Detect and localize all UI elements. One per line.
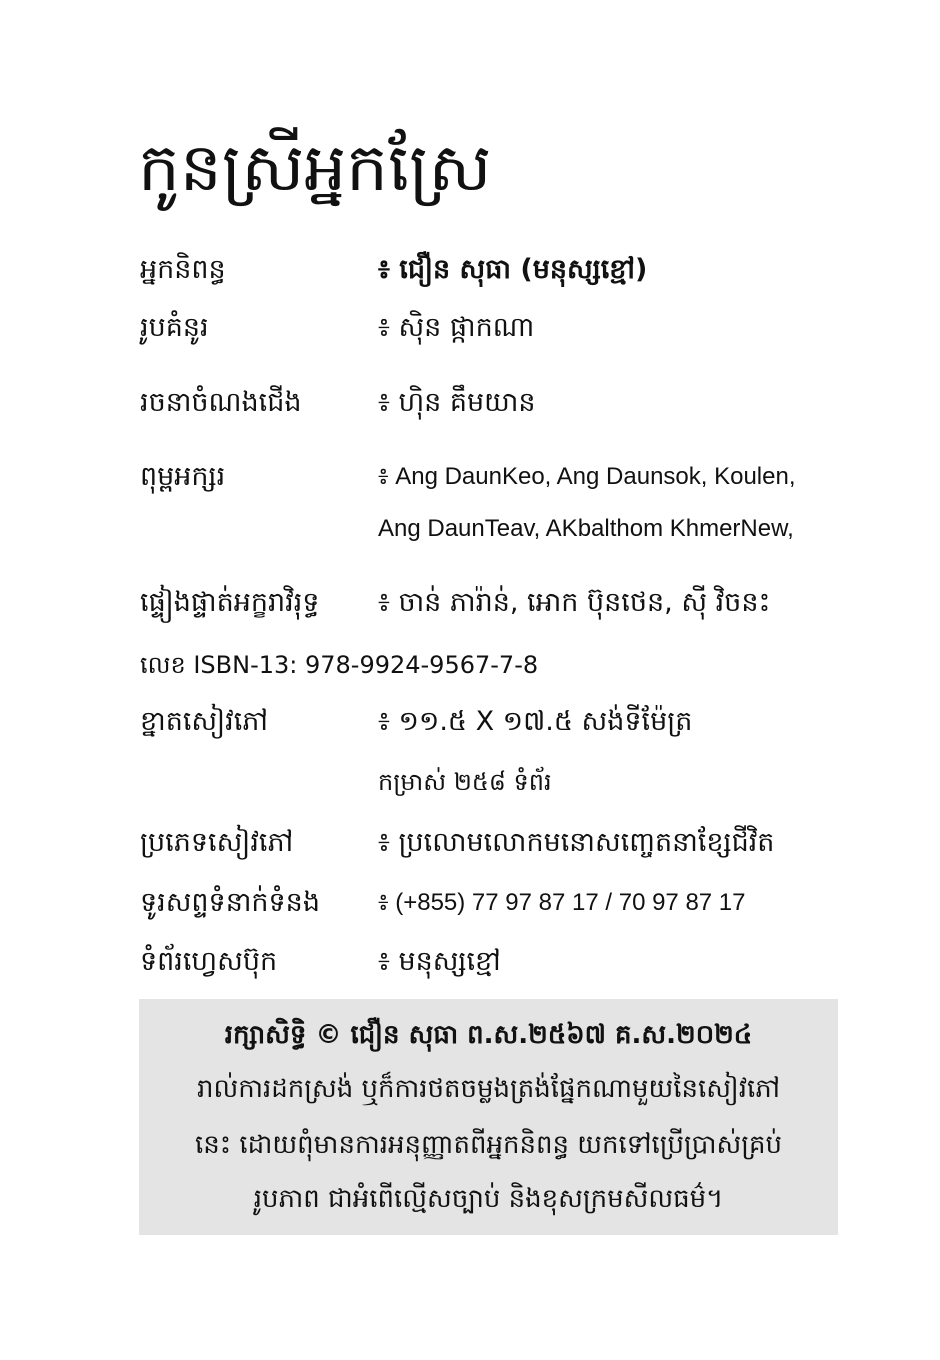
phone-row xyxy=(140,878,840,928)
illustrator-label: រូបគំនូរ xyxy=(140,312,209,343)
book-title: កូនស្រីអ្នកស្រែ xyxy=(138,129,492,206)
genre-value: ៖ ប្រលោមលោកមនោសញ្ចេតនាខ្សែជីវិត xyxy=(378,827,775,858)
book-size-row xyxy=(140,697,840,747)
fonts-value-continued: Ang DaunTeav, AKbalthom KhmerNew, xyxy=(378,515,794,542)
illustrator-value: ៖ ស៊ិន ផ្កាកណា xyxy=(378,312,535,343)
fonts-value: ៖ Ang DaunKeo, Ang Daunsok, Koulen, xyxy=(378,463,796,490)
page-count: កម្រាស់ ២៥៨ ទំព័រ xyxy=(378,768,552,796)
cover-design-row xyxy=(140,378,840,428)
phone-value: ៖ (+855) 77 97 87 17 / 70 97 87 17 xyxy=(378,889,746,916)
proofreading-row xyxy=(140,578,840,628)
facebook-label: ទំព័រហ្វេសប៊ុក xyxy=(140,946,278,977)
author-row xyxy=(140,245,840,295)
fonts-label: ពុម្ពអក្សរ xyxy=(140,461,226,492)
book-size-value: ៖ ១១.៥ X ១៧.៥ សង់ទីម៉ែត្រ xyxy=(378,706,693,737)
book-size-label: ខ្នាតសៀវភៅ xyxy=(140,706,269,737)
author-value: ៖ ជឿន សុធា (មនុស្សខ្មៅ) xyxy=(378,254,648,285)
copyright-text-line-1: រាល់ការដកស្រង់ ឬក៏ការថតចម្លងត្រង់ផ្នែកណាមួយនៃសៀវភៅ xyxy=(196,1074,781,1104)
proofreading-value: ៖ ចាន់ ភារ៉ាន់, អោក ប៊ុនថេន, ស៊ី វិចនះ xyxy=(378,587,771,618)
copyright-text-line-2: នេះ ដោយពុំមានការអនុញ្ញាតពីអ្នកនិពន្ធ យកទៅប្រើប្រាស់គ្រប់ xyxy=(194,1130,783,1160)
facebook-value: ៖ មនុស្សខ្មៅ xyxy=(378,946,501,977)
genre-label: ប្រភេទសៀវភៅ xyxy=(140,827,294,858)
illustrator-row xyxy=(140,303,840,353)
fonts-row xyxy=(140,452,840,502)
cover-design-value: ៖ ហ៊ិន គឹមយាន xyxy=(378,387,536,418)
genre-row xyxy=(140,818,840,868)
cover-design-label: រចនាចំណងជើង xyxy=(140,387,302,418)
copyright-notice xyxy=(139,999,838,1235)
author-label: អ្នកនិពន្ធ xyxy=(140,254,226,285)
copyright-heading: រក្សាសិទ្ធិ © ជឿន សុធា ព.ស.២៥៦៧ គ.ស.២០២៤ xyxy=(224,1020,753,1050)
proofreading-label: ផ្ទៀងផ្ទាត់អក្ខរាវិរុទ្ធ xyxy=(140,587,320,618)
facebook-row xyxy=(140,937,840,987)
phone-label: ទូរសព្ទទំនាក់ទំនង xyxy=(140,887,320,918)
isbn-number: លេខ ISBN-13: 978-9924-9567-7-8 xyxy=(140,651,539,679)
copyright-text-line-3: រូបភាព ជាអំពើល្មើសច្បាប់ និងខុសក្រមសីលធម៌។ xyxy=(253,1184,724,1214)
